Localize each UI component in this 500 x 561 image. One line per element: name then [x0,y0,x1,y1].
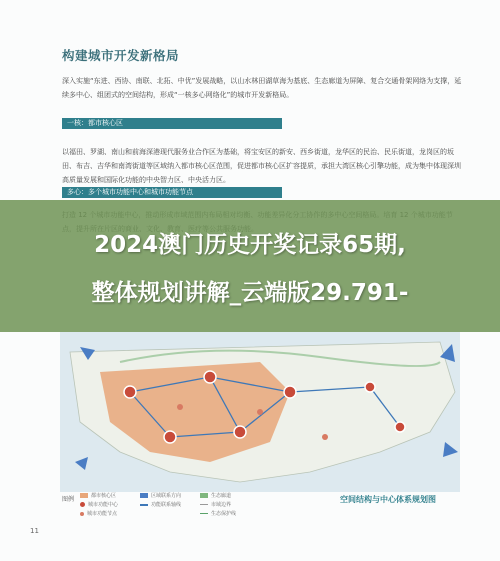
legend-item [80,510,117,517]
section-band-centers: 多心：多个城市功能中心和城市功能节点 [62,187,282,198]
legend-item [200,501,231,508]
paragraph-intro: 深入实施“东进、西协、南联、北拓、中优”发展战略，以山水林田湖草海为基底、生态廊道为屏障、复合交通骨架网络为支撑，延续多中心、组团式的空间结构，形成“一核多心网络化”的城市开发新格局。 [62,77,462,99]
center-node [284,386,296,398]
center-node [395,422,405,432]
legend-item [80,501,118,508]
legend-swatch [80,502,85,507]
legend-label: 区域联系方向 [151,493,182,499]
legend-item [200,510,236,517]
legend-title: 图例 [62,496,75,503]
function-node [322,434,328,440]
headline-line-2[interactable]: 整体规划讲解_云端版29.791- [91,280,409,306]
legend-swatch [80,493,88,498]
legend-swatch [140,493,148,498]
function-node [257,409,263,415]
legend-swatch [200,513,208,514]
center-node [164,431,176,443]
legend-swatch [200,504,208,505]
legend-item [140,492,181,499]
page-number: 11 [30,527,39,535]
spatial-structure-map [60,332,460,492]
legend-swatch [200,493,208,498]
paragraph-core: 以福田、罗湖、南山和前海深港现代服务业合作区为基础，将宝安区的新安、西乡街道，龙华区的民治、民乐街道，龙岗区的坂田、布吉、吉华和南湾街道等区域纳入都市核心区范围，促进都市核心区扩容提质，承担大湾区核心引擎功能，成为集中体现深圳高质量发展和国际化功能的中央智力区、中央活力区。 [62,148,461,184]
legend-label: 城市功能节点 [87,511,118,517]
legend-swatch [140,504,148,506]
function-node [177,404,183,410]
legend-label: 生态廊道 [211,493,232,499]
center-node [234,426,246,438]
legend-swatch [80,512,84,516]
page-title: 构建城市开发新格局 [62,48,180,63]
legend-label: 都市核心区 [91,493,117,499]
legend-item [140,501,181,508]
legend-label: 城市功能中心 [88,502,119,508]
center-node [365,382,375,392]
center-node [204,371,216,383]
headline-banner [0,200,500,332]
map-caption: 空间结构与中心体系规划图 [340,495,436,504]
legend-label: 功能联系轴线 [151,502,182,508]
map-legend [80,492,320,520]
headline-line-1[interactable]: 2024澳门历史开奖记录65期, [94,232,406,258]
legend-item [80,492,116,499]
legend-item [200,492,231,499]
section-band-core: 一核：都市核心区 [62,118,282,129]
legend-label: 市域边界 [211,502,232,508]
center-node [124,386,136,398]
legend-label: 生态保护线 [211,511,237,517]
